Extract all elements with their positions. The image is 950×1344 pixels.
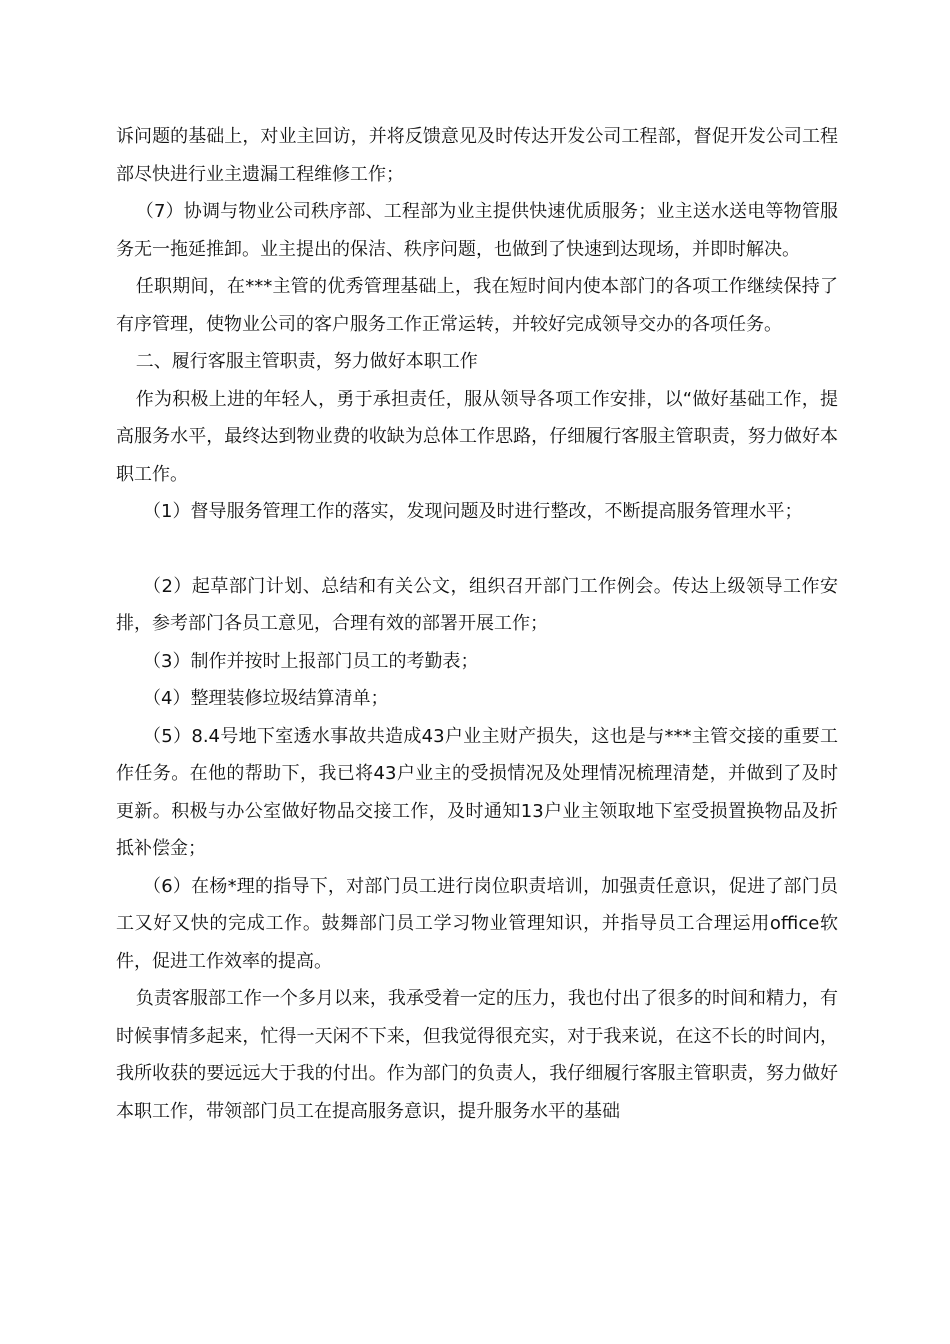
paragraph-intro: 作为积极上进的年轻人，勇于承担责任，服从领导各项工作安排，以“做好基础工作，提高服务水平，最终达到物业费的收缺为总体工作思路，仔细履行客服主管职责，努力做好本职工作。: [116, 388, 838, 485]
paragraph-item-1: （1）督导服务管理工作的落实，发现问题及时进行整改，不断提高服务管理水平；: [143, 501, 803, 522]
document-body: [116, 118, 838, 1130]
paragraph-item-2: （2）起草部门计划、总结和有关公文，组织召开部门工作例会。传达上级领导工作安排，参考部门各员工意见，合理有效的部署开展工作；: [116, 575, 838, 634]
paragraph-summary: 负责客服部工作一个多月以来，我承受着一定的压力，我也付出了很多的时间和精力，有时候事情多起来，忙得一天闲不下来，但我觉得很充实，对于我来说，在这不长的时间内，我所收获的要远远大于我的付出。作为部门的负责人，我仔细履行客服主管职责，努力做好本职工作，带领部门员工在提高服务意识，提升服务水平的基础: [116, 988, 838, 1122]
paragraph-item-4: （4）整理装修垃圾结算清单；: [143, 688, 389, 709]
paragraph-1: 诉问题的基础上，对业主回访，并将反馈意见及时传达开发公司工程部，督促开发公司工程部尽快进行业主遗漏工程维修工作；: [116, 126, 838, 185]
paragraph-item-5: （5）8.4号地下室透水事故共造成43户业主财产损失，这也是与***主管交接的重要工作任务。在他的帮助下，我已将43户业主的受损情况及处理情况梳理清楚，并做到了及时更新。积极与办公室做好物品交接工作，及时通知13户业主领取地下室受损置换物品及折抵补偿金；: [116, 725, 838, 859]
section-heading-2: 二、履行客服主管职责，努力做好本职工作: [135, 351, 478, 372]
paragraph-tenure: 任职期间，在***主管的优秀管理基础上，我在短时间内使本部门的各项工作继续保持了有序管理，使物业公司的客户服务工作正常运转，并较好完成领导交办的各项任务。: [116, 276, 838, 335]
paragraph-item-6: （6）在杨*理的指导下，对部门员工进行岗位职责培训，加强责任意识，促进了部门员工又好又快的完成工作。鼓舞部门员工学习物业管理知识，并指导员工合理运用office软件，促进工作效率的提高。: [116, 875, 838, 972]
paragraph-item-7: （7）协调与物业公司秩序部、工程部为业主提供快速优质服务；业主送水送电等物管服务无一拖延推卸。业主提出的保洁、秩序问题，也做到了快速到达现场，并即时解决。: [116, 201, 838, 260]
paragraph-item-3: （3）制作并按时上报部门员工的考勤表；: [143, 650, 479, 672]
